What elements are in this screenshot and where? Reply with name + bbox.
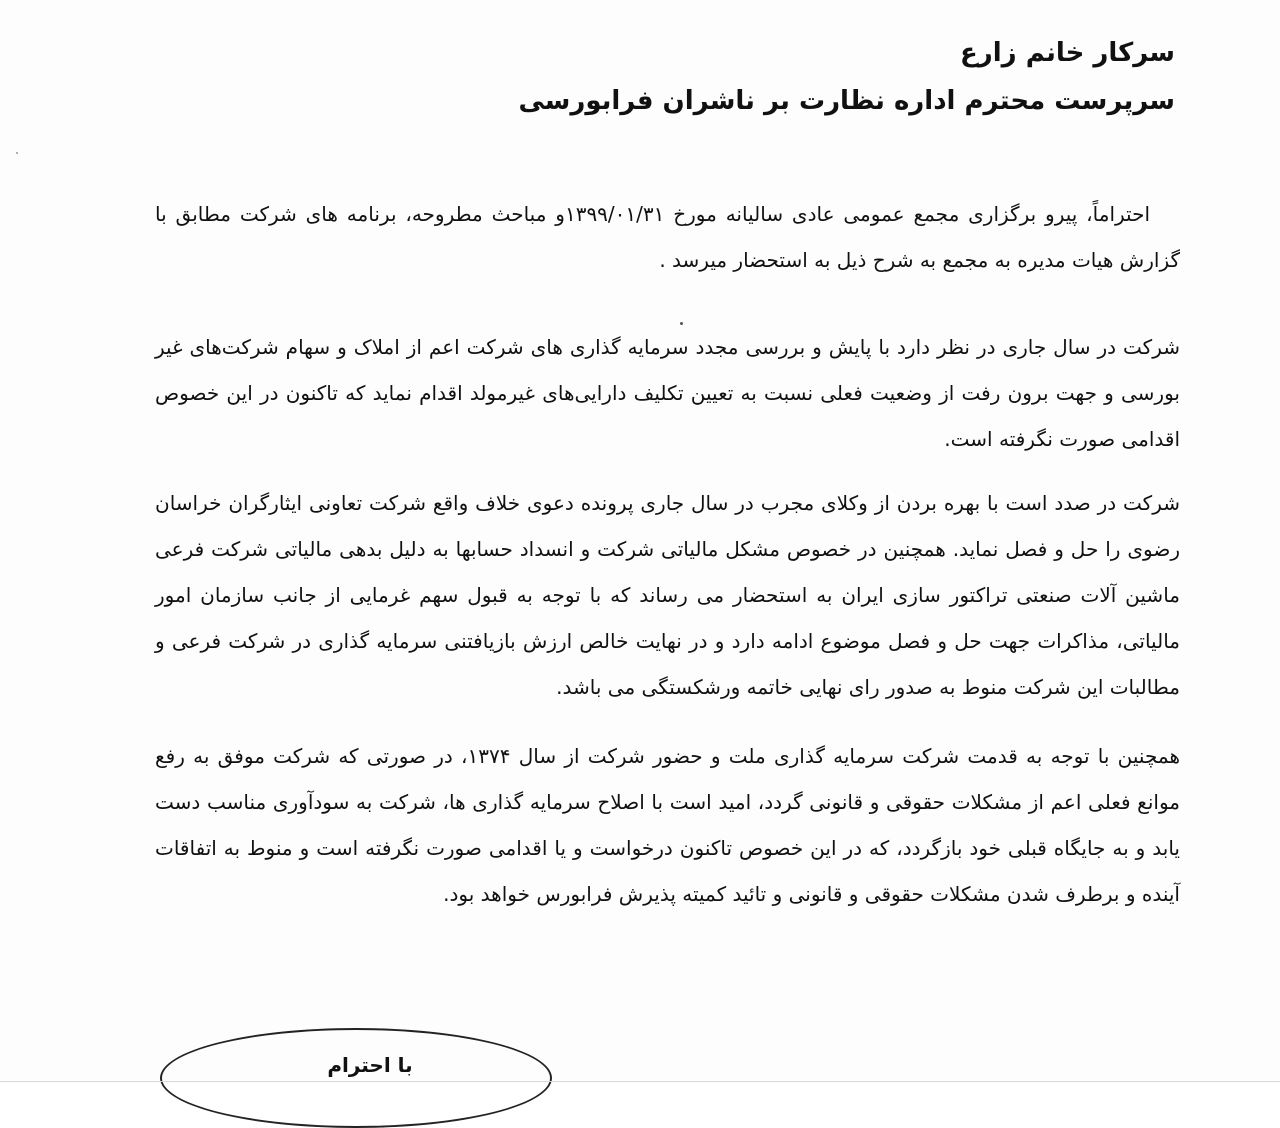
closing-salutation: با احترام bbox=[327, 1053, 413, 1077]
scan-speck bbox=[680, 322, 683, 325]
paragraph-assets: شرکت در سال جاری در نظر دارد با پایش و بررسی مجدد سرمایه گذاری های شرکت اعم از املاک و سهام شرکت‌های غیر بورسی و جهت برون رفت از وضعیت فعلی نسبت به تعیین تکلیف دارایی‌های غیرمولد اقدام نماید که تاکنون در این خصوص اقدامی صورت نگرفته است. bbox=[155, 335, 1180, 451]
addressee-title: سرپرست محترم اداره نظارت بر ناشران فرابورسی bbox=[518, 86, 1175, 116]
scan-speck bbox=[16, 152, 18, 154]
letter-header bbox=[475, 30, 1175, 126]
paragraph-legal-tax: شرکت در صدد است با بهره بردن از وکلای مجرب در سال جاری پرونده دعوی خلاف واقع شرکت تعاونی ایثارگران خراسان رضوی را حل و فصل نماید. همچنین در خصوص مشکل مالیاتی شرکت و انسداد حسابها به دلیل بدهی مالیاتی شرکت فرعی ماشین آلات صنعتی تراکتور سازی ایران به استحضار می رساند که با توجه به قبول سهم غرمایی از جانب سازمان امور مالیاتی، مذاکرات جهت حل و فصل موضوع ادامه دارد و در نهایت خالص ارزش بازیافتنی سرمایه گذاری در شرکت فرعی و مطالبات این شرکت منوط به صدور رای نهایی خاتمه ورشکستگی می باشد. bbox=[155, 491, 1180, 699]
scan-edge-line bbox=[0, 1081, 1280, 1082]
paragraph-outlook: همچنین با توجه به قدمت شرکت سرمایه گذاری ملت و حضور شرکت از سال ۱۳۷۴، در صورتی که شرکت موفق به رفع موانع فعلی اعم از مشکلات حقوقی و قانونی گردد، امید است با اصلاح سرمایه گذاری ها، شرکت به سودآوری مناسب دست یابد و به جایگاه قبلی خود بازگردد، که در این خصوص تاکنون درخواست و یا اقدامی صورت نگرفته است و منوط به اتفاقات آینده و برطرف شدن مشکلات حقوقی و قانونی و تائید کمیته پذیرش فرابورس خواهد بود. bbox=[155, 744, 1180, 906]
intro-paragraph: احتراماً، پیرو برگزاری مجمع عمومی عادی سالیانه مورخ ۱۳۹۹/۰۱/۳۱و مباحث مطروحه، برنامه های شرکت مطابق با گزارش هیات مدیره به مجمع به شرح ذیل به استحضار میرسد . bbox=[155, 202, 1180, 272]
addressee-name: سرکار خانم زارع bbox=[960, 38, 1175, 68]
